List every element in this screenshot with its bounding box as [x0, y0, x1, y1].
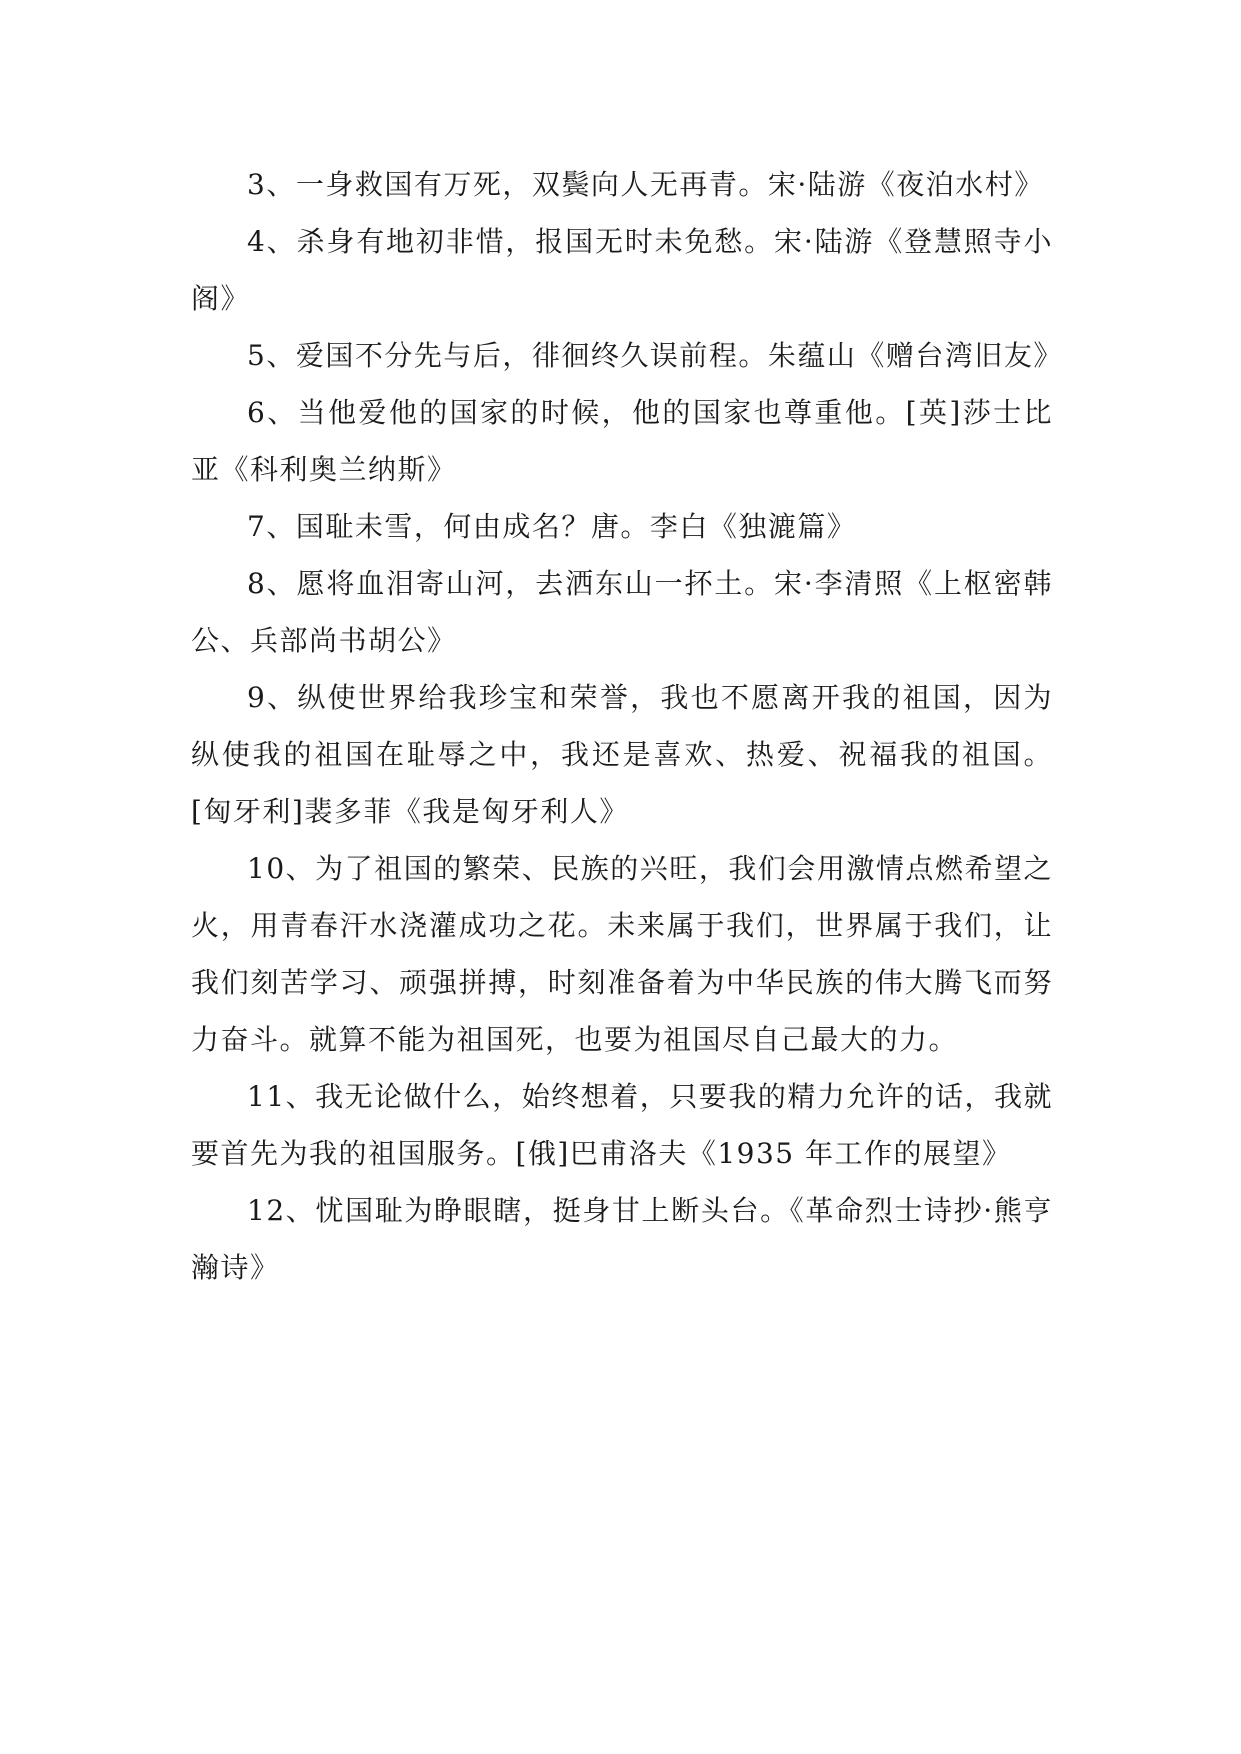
document-body — [191, 156, 1063, 1296]
quote-paragraph-12: 12、忧国耻为睁眼瞎，挺身甘上断头台。《革命烈士诗抄·熊亨瀚诗》 — [191, 1194, 1053, 1284]
quote-paragraph-8: 8、愿将血泪寄山河，去洒东山一抔土。宋·李清照《上枢密韩公、兵部尚书胡公》 — [191, 567, 1053, 657]
quote-paragraph-4: 4、杀身有地初非惜，报国无时未免愁。宋·陆游《登慧照寺小阁》 — [191, 225, 1053, 315]
quote-paragraph-10: 10、为了祖国的繁荣、民族的兴旺，我们会用激情点燃希望之火，用青春汗水浇灌成功之花。未来属于我们，世界属于我们，让我们刻苦学习、顽强拼搏，时刻准备着为中华民族的伟大腾飞而努力奋斗。就算不能为祖国死，也要为祖国尽自己最大的力。 — [191, 852, 1053, 1056]
quote-paragraph-3: 3、一身救国有万死，双鬓向人无再青。宋·陆游《夜泊水村》 — [247, 168, 1044, 201]
quote-paragraph-11: 11、我无论做什么，始终想着，只要我的精力允许的话，我就要首先为我的祖国服务。[俄]巴甫洛夫《1935 年工作的展望》 — [191, 1080, 1053, 1170]
quote-paragraph-5: 5、爱国不分先与后，徘徊终久误前程。朱蕴山《赠台湾旧友》 — [247, 339, 1063, 372]
quote-paragraph-6: 6、当他爱他的国家的时候，他的国家也尊重他。[英]莎士比亚《科利奥兰纳斯》 — [191, 396, 1053, 486]
quote-paragraph-7: 7、国耻未雪，何由成名？唐。李白《独漉篇》 — [247, 510, 857, 543]
quote-paragraph-9: 9、纵使世界给我珍宝和荣誉，我也不愿离开我的祖国，因为纵使我的祖国在耻辱之中，我还是喜欢、热爱、祝福我的祖国。[匈牙利]裴多菲《我是匈牙利人》 — [191, 681, 1053, 828]
